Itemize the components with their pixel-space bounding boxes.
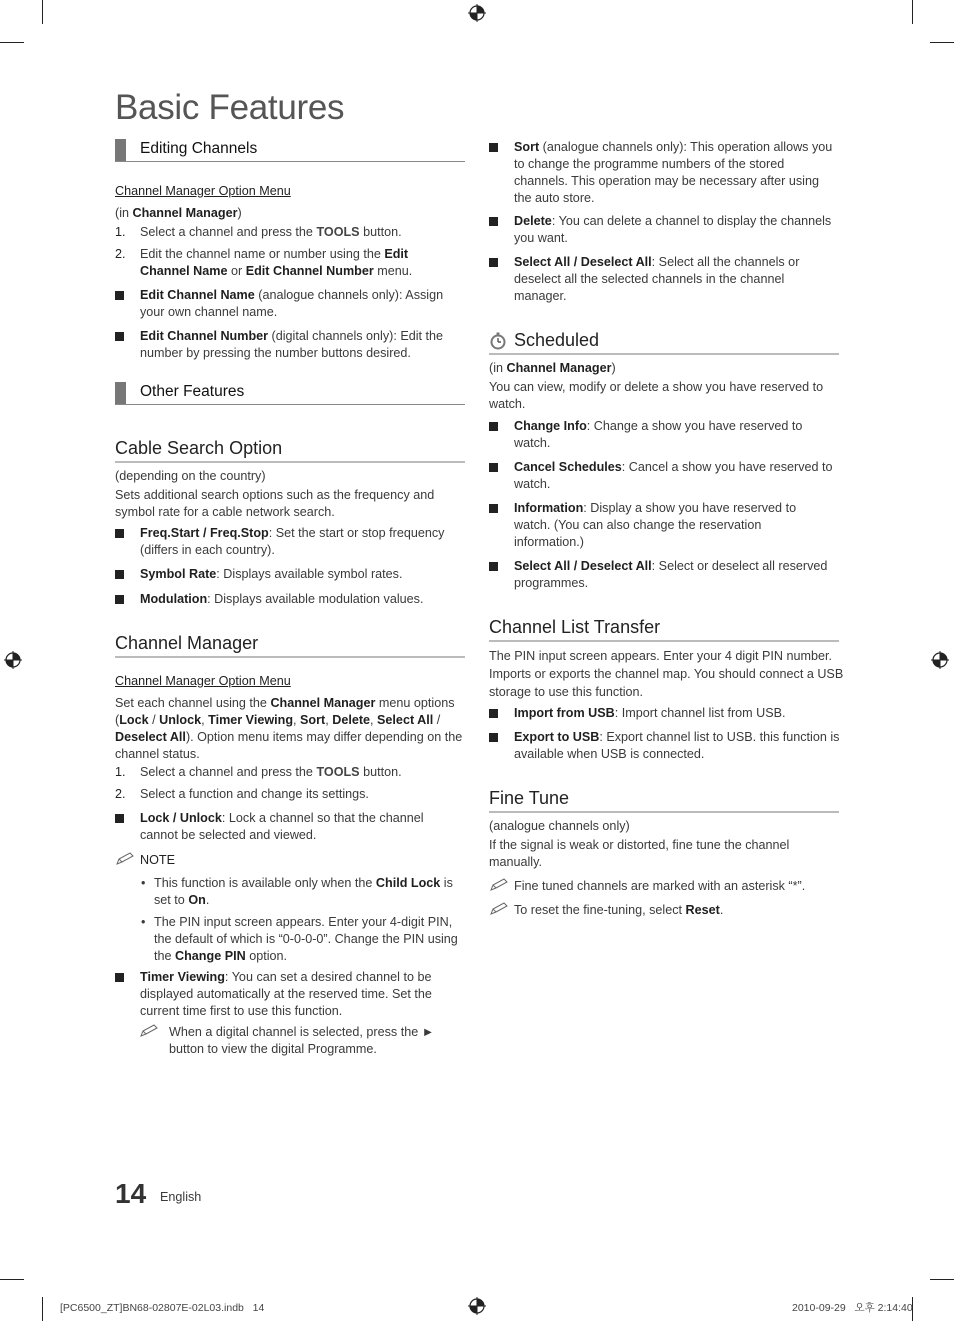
cm-step-1: 1. Select a channel and press the TOOLS button. bbox=[115, 765, 402, 779]
bullet-export-usb: Export to USB: Export channel list to USB. this function is available when USB is connected. bbox=[489, 729, 844, 763]
step-2: 2. Edit the channel name or number using the Edit Channel Name or Edit Channel Number menu. bbox=[115, 247, 413, 278]
heading-cable-search-option: Cable Search Option bbox=[115, 437, 465, 459]
page-number: 14 bbox=[115, 1178, 147, 1209]
bullet-freq: Freq.Start / Freq.Stop: Set the start or stop frequency (differs in each country). bbox=[115, 525, 460, 559]
crop-mark bbox=[42, 0, 43, 24]
footer-timestamp: 2010-09-29 오후 2:14:40 bbox=[792, 1302, 913, 1314]
bullet-import-usb: Import from USB: Import channel list from USB. bbox=[489, 705, 839, 722]
cm-step-2: 2. Select a function and change its settings. bbox=[115, 787, 369, 801]
note-item-pin: • The PIN input screen appears. Enter your 4-digit PIN, the default of which is “0-0-0-0”. Change the PIN using the Change PIN option. bbox=[141, 915, 458, 963]
crop-mark bbox=[0, 1279, 24, 1280]
crop-mark bbox=[930, 42, 954, 43]
bullet-modulation: Modulation: Displays available modulation values. bbox=[115, 591, 460, 608]
fine-tune-note-reset: To reset the fine-tuning, select Reset. bbox=[489, 902, 839, 919]
bullet-delete: Delete: You can delete a channel to display the channels you want. bbox=[489, 213, 844, 247]
page-title: Basic Features bbox=[115, 88, 345, 127]
bullet-symbol-rate: Symbol Rate: Displays available symbol rates. bbox=[115, 566, 460, 583]
page-language: English bbox=[160, 1190, 202, 1204]
pencil-note-icon bbox=[489, 902, 509, 916]
bullet-sort: Sort (analogue channels only): This operation allows you to change the programme numbers of the stored channels. This operation may be necessary after using the auto store. bbox=[489, 139, 834, 207]
pencil-note-icon bbox=[139, 1024, 159, 1038]
pencil-note-icon bbox=[489, 878, 509, 892]
channel-manager-description: Set each channel using the Channel Manager menu options (Lock / Unlock, Timer Viewing, Sort, Delete, Select All / Deselect All). Option menu items may differ depending on the channel status. bbox=[115, 696, 463, 761]
footer-file-name: [PC6500_ZT]BN68-02807E-02L03.indb 14 bbox=[60, 1302, 265, 1314]
note-item-child-lock: • This function is available only when the Child Lock is set to On. bbox=[141, 876, 453, 907]
bullet-select-all-scheduled: Select All / Deselect All: Select or deselect all reserved programmes. bbox=[489, 558, 839, 592]
crop-mark bbox=[0, 42, 24, 43]
bullet-cancel-schedules: Cancel Schedules: Cancel a show you have reserved to watch. bbox=[489, 459, 834, 493]
pencil-note-icon bbox=[115, 852, 135, 866]
step-1: 1. Select a channel and press the TOOLS button. bbox=[115, 225, 402, 239]
note-heading: NOTE bbox=[115, 852, 175, 869]
option-menu-label: Channel Manager Option Menu bbox=[115, 674, 291, 688]
cable-description: Sets additional search options such as the frequency and symbol rate for a cable network search. bbox=[115, 488, 435, 519]
bullet-information: Information: Display a show you have reserved to watch. (You can also change the reservation information.) bbox=[489, 500, 809, 551]
context-note: (in Channel Manager) bbox=[115, 206, 242, 220]
fine-tune-note-asterisk: Fine tuned channels are marked with an asterisk “*”. bbox=[489, 878, 839, 895]
clock-icon bbox=[489, 332, 507, 350]
bullet-change-info: Change Info: Change a show you have reserved to watch. bbox=[489, 418, 829, 452]
registration-mark-icon bbox=[468, 4, 486, 22]
fine-tune-description: If the signal is weak or distorted, fine tune the channel manually. bbox=[489, 838, 790, 869]
scheduled-description: You can view, modify or delete a show you have reserved to watch. bbox=[489, 380, 824, 411]
crop-mark bbox=[42, 1297, 43, 1321]
heading-channel-list-transfer: Channel List Transfer bbox=[489, 616, 839, 638]
crop-mark bbox=[912, 0, 913, 24]
bullet-select-all: Select All / Deselect All: Select all the channels or deselect all the selected channels in the channel manager. bbox=[489, 254, 819, 305]
heading-fine-tune: Fine Tune bbox=[489, 787, 839, 809]
heading-channel-manager: Channel Manager bbox=[115, 632, 465, 654]
cable-dependency: (depending on the country) bbox=[115, 469, 266, 483]
option-menu-label: Channel Manager Option Menu bbox=[115, 184, 291, 198]
scheduled-context: (in Channel Manager) bbox=[489, 361, 616, 375]
crop-mark bbox=[930, 1279, 954, 1280]
clt-description: The PIN input screen appears. Enter your 4 digit PIN number. Imports or exports the channel map. You should connect a USB storage to use this function. bbox=[489, 649, 844, 699]
registration-mark-icon bbox=[931, 651, 949, 669]
bullet-lock-unlock: Lock / Unlock: Lock a channel so that the channel cannot be selected and viewed. bbox=[115, 810, 460, 844]
timer-viewing-note: When a digital channel is selected, press the ► button to view the digital Programme. bbox=[139, 1024, 459, 1058]
bullet-edit-channel-name: Edit Channel Name (analogue channels only): Assign your own channel name. bbox=[115, 287, 460, 321]
fine-tune-dependency: (analogue channels only) bbox=[489, 819, 630, 833]
registration-mark-icon bbox=[468, 1297, 486, 1315]
bullet-edit-channel-number: Edit Channel Number (digital channels only): Edit the number by pressing the number buttons desired. bbox=[115, 328, 460, 362]
registration-mark-icon bbox=[4, 651, 22, 669]
bullet-timer-viewing: Timer Viewing: You can set a desired channel to be displayed automatically at the reserved time. Set the current time first to use this function. bbox=[115, 969, 460, 1020]
subheading-text: Editing Channels bbox=[140, 140, 258, 157]
